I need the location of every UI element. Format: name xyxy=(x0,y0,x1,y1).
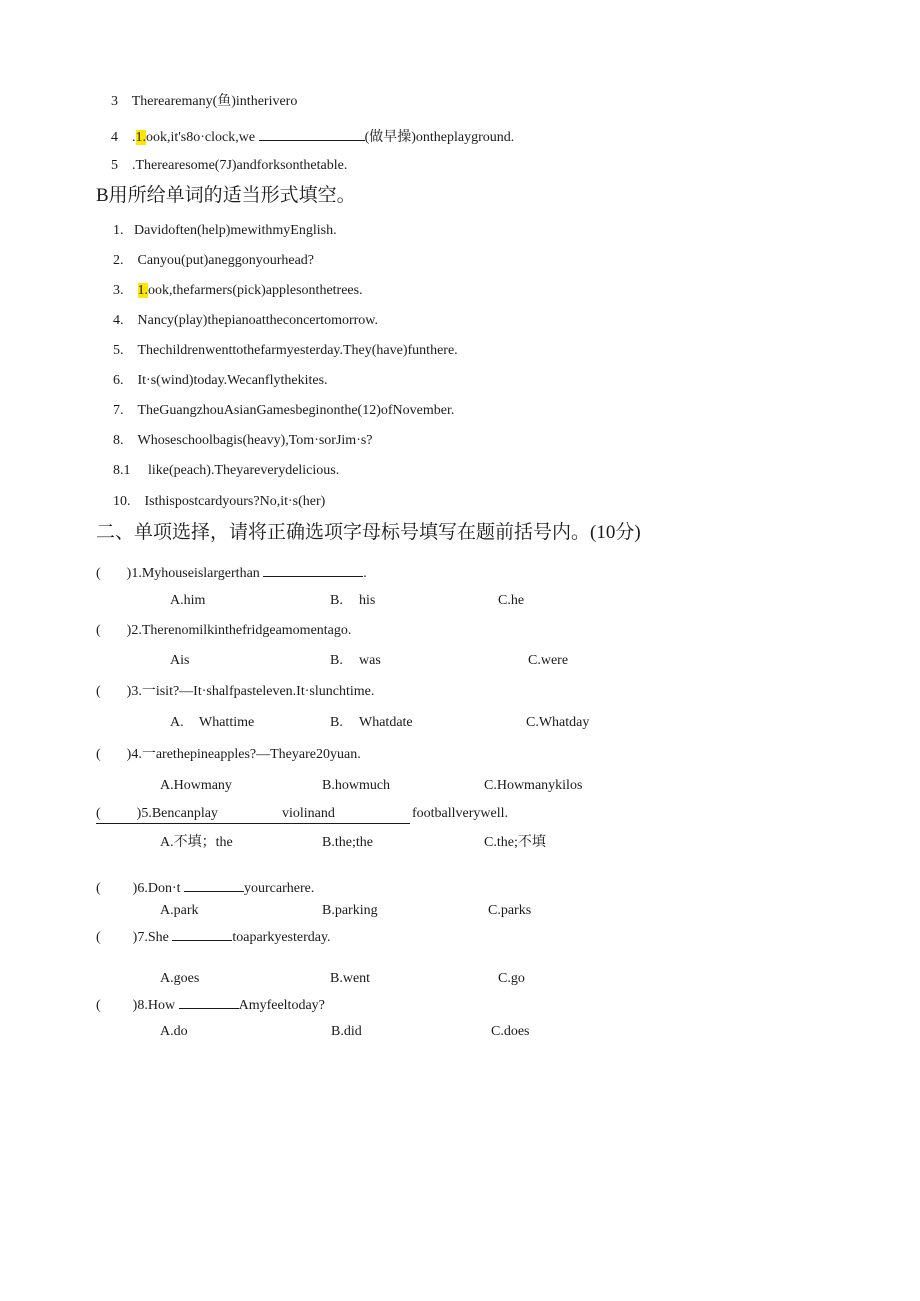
question-1 xyxy=(96,562,367,583)
option-b[interactable]: B.did xyxy=(331,1024,362,1039)
item-number: 3. xyxy=(113,283,124,298)
answer-paren-open[interactable]: ( xyxy=(96,566,101,581)
option-b[interactable]: B.the;the xyxy=(322,835,373,850)
option-a-text[interactable]: Whattime xyxy=(199,715,255,730)
question-text: 8.How xyxy=(137,998,176,1013)
part-b-item xyxy=(113,493,325,511)
item-dot: . xyxy=(132,130,136,145)
question-text: 6.Don·t xyxy=(137,881,181,896)
question-6 xyxy=(96,877,314,898)
question-tail: . xyxy=(363,566,367,581)
item-text: It·s(wind)today.Wecanflythekites. xyxy=(137,373,328,388)
item-number: 3 xyxy=(111,94,118,109)
answer-paren-close: ) xyxy=(126,623,132,638)
part-a-item-4 xyxy=(111,126,514,147)
item-number: 10. xyxy=(113,494,131,509)
answer-paren-open[interactable]: ( xyxy=(96,623,101,638)
question-text: 2.Therenomilkinthefridgeamomentago. xyxy=(131,623,352,638)
question-text: 3.一isit?—It·shalfpasteleven.It·slunchtime. xyxy=(131,684,375,699)
item-text: Thechildrenwenttothefarmyesterday.They(have)funthere. xyxy=(137,343,458,358)
item-number: 2. xyxy=(113,253,124,268)
question-5 xyxy=(96,805,410,824)
part-b-item xyxy=(113,402,454,420)
part-b-item xyxy=(113,432,373,450)
highlighted-text: 1. xyxy=(137,283,148,298)
question-tail: toaparkyesterday. xyxy=(232,930,331,945)
option-b-text[interactable]: his xyxy=(359,593,376,608)
item-text: Whoseschoolbagis(heavy),Tom·sorJim·s? xyxy=(137,433,373,448)
option-a-letter[interactable]: A. xyxy=(170,715,184,730)
option-b-letter[interactable]: B. xyxy=(330,653,343,668)
option-c[interactable]: C.were xyxy=(528,653,569,668)
option-b[interactable]: B.howmuch xyxy=(322,778,391,793)
item-text: Davidoften(help)mewithmyEnglish. xyxy=(134,223,337,238)
answer-blank[interactable] xyxy=(259,126,365,141)
part-a-item-5 xyxy=(111,157,347,175)
part-b-item xyxy=(113,372,328,390)
question-text: 7.She xyxy=(137,930,169,945)
question-7 xyxy=(96,926,331,947)
option-a[interactable]: A.him xyxy=(170,593,206,608)
option-c[interactable]: C.Whatday xyxy=(526,715,590,730)
answer-paren-open[interactable]: ( xyxy=(96,806,101,821)
question-text-mid: violinand xyxy=(281,806,335,821)
answer-paren-open[interactable]: ( xyxy=(96,881,101,896)
highlighted-text: 1. xyxy=(135,130,146,145)
option-c[interactable]: C.Howmanykilos xyxy=(484,778,583,793)
option-a[interactable]: A.do xyxy=(160,1024,188,1039)
answer-paren-close: ) xyxy=(132,881,138,896)
item-number: 7. xyxy=(113,403,124,418)
option-a[interactable]: A.park xyxy=(160,903,199,918)
part-b-heading: B用所给单词的适当形式填空。 xyxy=(96,185,356,206)
option-b-letter[interactable]: B. xyxy=(330,715,343,730)
item-number: 5 xyxy=(111,158,118,173)
answer-blank[interactable] xyxy=(184,877,244,892)
item-number: 5. xyxy=(113,343,124,358)
question-tail: Amyfeeltoday? xyxy=(238,998,325,1013)
question-3 xyxy=(96,683,374,701)
answer-paren-open[interactable]: ( xyxy=(96,684,101,699)
option-c[interactable]: C.parks xyxy=(488,903,532,918)
option-c[interactable]: C.he xyxy=(498,593,525,608)
answer-paren-close: ) xyxy=(126,747,132,762)
option-b[interactable]: B.parking xyxy=(322,903,378,918)
answer-paren-close: ) xyxy=(126,684,132,699)
question-8 xyxy=(96,994,325,1015)
answer-blank[interactable] xyxy=(263,562,363,577)
part-b-item xyxy=(113,312,378,330)
option-b[interactable]: B.went xyxy=(330,971,371,986)
part-b-item xyxy=(113,282,363,300)
answer-blank[interactable] xyxy=(172,926,232,941)
part-b-item xyxy=(113,252,314,270)
option-b-letter[interactable]: B. xyxy=(330,593,343,608)
question-5-tail: footballverywell. xyxy=(412,806,509,821)
item-number: 6. xyxy=(113,373,124,388)
part-a-item-3 xyxy=(111,93,297,111)
option-b-text[interactable]: Whatdate xyxy=(359,715,413,730)
item-text: ook,thefarmers(pick)applesonthetrees. xyxy=(148,283,363,298)
answer-paren-open[interactable]: ( xyxy=(96,930,101,945)
answer-paren-close: ) xyxy=(132,998,138,1013)
answer-blank[interactable] xyxy=(179,994,239,1009)
part-b-item xyxy=(113,462,339,480)
option-a[interactable]: A.不填；the xyxy=(160,835,233,850)
item-text: Isthispostcardyours?No,it·s(her) xyxy=(144,494,326,509)
option-c[interactable]: C.does xyxy=(491,1024,530,1039)
option-c[interactable]: C.the;不填 xyxy=(484,835,546,850)
item-text: Canyou(put)aneggonyourhead? xyxy=(137,253,314,268)
item-number: 4 xyxy=(111,130,118,145)
answer-paren-close: ) xyxy=(132,930,138,945)
answer-paren-close: ) xyxy=(126,566,132,581)
item-text-tail: (做早操)ontheplayground. xyxy=(364,130,515,145)
item-text: like(peach).Theyareverydelicious. xyxy=(148,463,340,478)
question-text: 1.Myhouseislargerthan xyxy=(131,566,260,581)
answer-paren-open[interactable]: ( xyxy=(96,747,101,762)
question-tail: yourcarhere. xyxy=(244,881,315,896)
item-text: Nancy(play)thepianoattheconcertomorrow. xyxy=(137,313,378,328)
item-text: ook,it's8o·clock,we xyxy=(146,130,256,145)
option-a[interactable]: A.goes xyxy=(160,971,200,986)
option-a[interactable]: A.Howmany xyxy=(160,778,232,793)
item-number: 4. xyxy=(113,313,124,328)
option-b-text[interactable]: was xyxy=(359,653,381,668)
option-a[interactable]: Ais xyxy=(170,653,190,668)
option-c[interactable]: C.go xyxy=(498,971,525,986)
section-2-heading: 二、单项选择，请将正确选项字母标号填写在题前括号内。(10分) xyxy=(96,522,641,543)
item-text: .Therearesome(7J)andforksonthetable. xyxy=(132,158,348,173)
answer-paren-open[interactable]: ( xyxy=(96,998,101,1013)
item-number: 8. xyxy=(113,433,124,448)
item-text: TheGuangzhouAsianGamesbeginonthe(12)ofNovember. xyxy=(137,403,455,418)
item-number: 8.1 xyxy=(113,463,131,478)
question-text: 5.Bencanplay xyxy=(141,806,218,821)
question-4 xyxy=(96,746,361,764)
question-2 xyxy=(96,622,351,640)
answer-paren-close: ) xyxy=(136,806,142,821)
part-b-item xyxy=(113,222,337,240)
part-b-item xyxy=(113,342,458,360)
question-text: 4.一arethepineapples?—Theyare20yuan. xyxy=(131,747,361,762)
item-text: Therearemany(鱼)intherivero xyxy=(131,94,298,109)
item-number: 1. xyxy=(113,223,124,238)
